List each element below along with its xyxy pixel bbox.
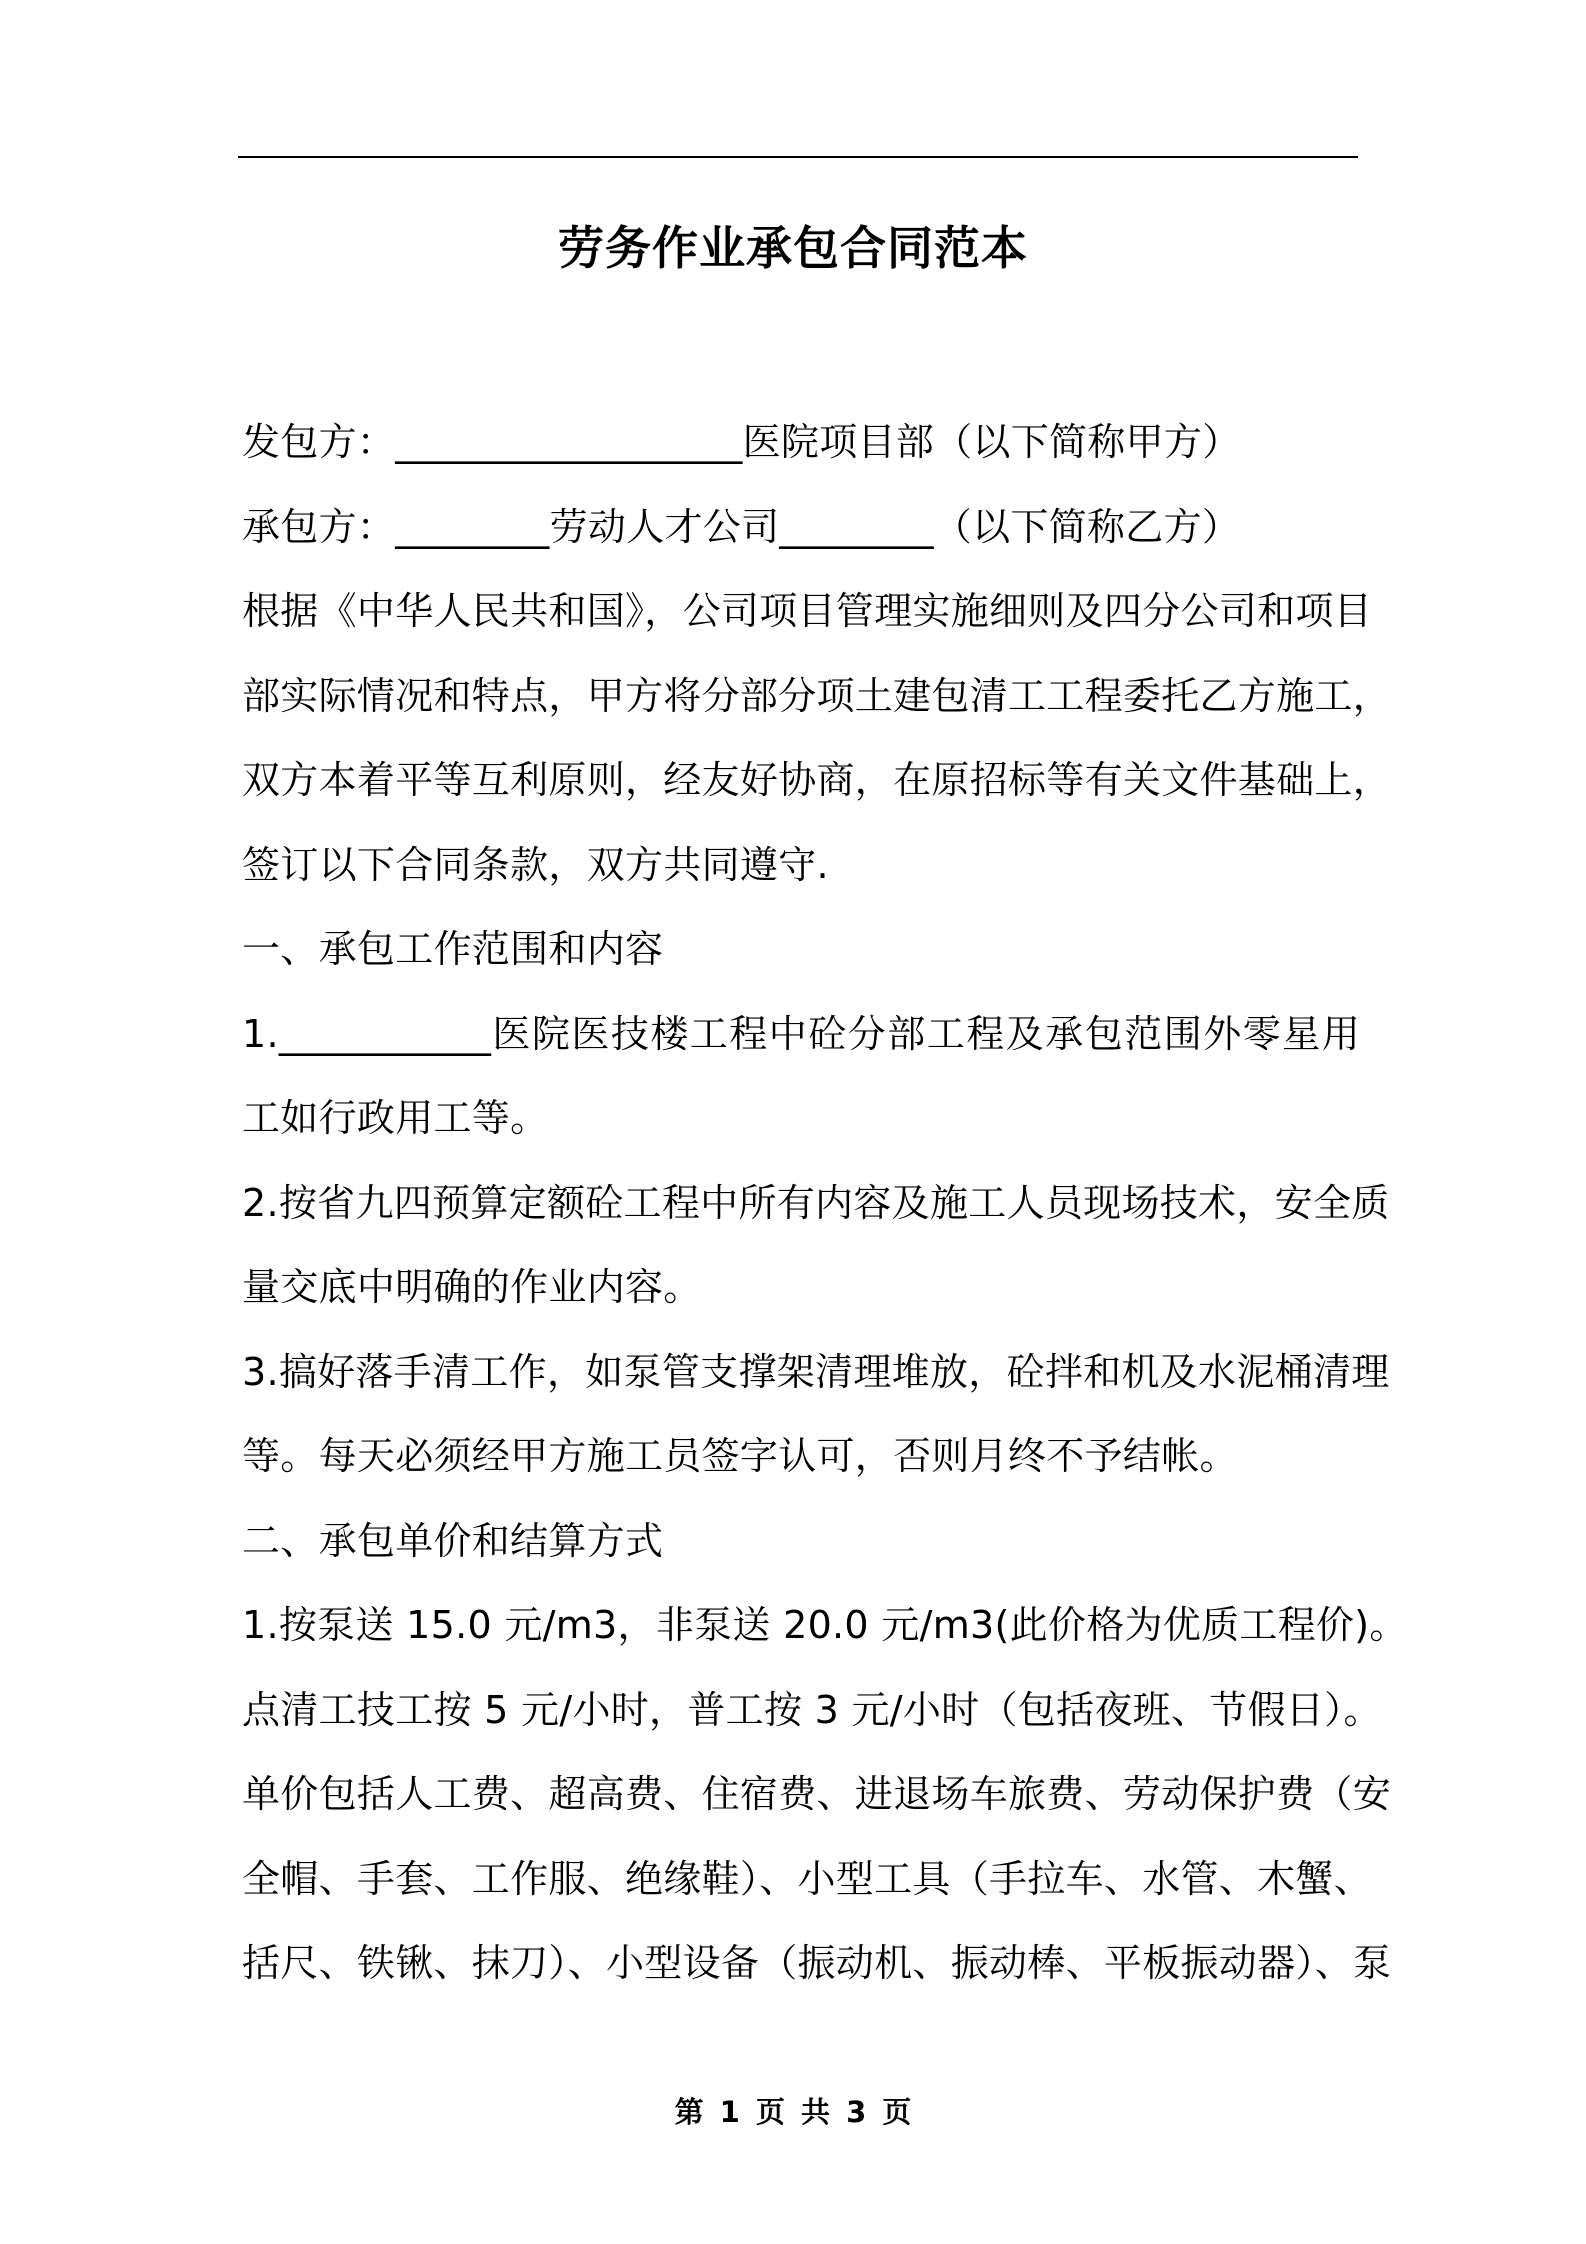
clause-2-1-line-3: 单价包括人工费、超高费、住宿费、进退场车旅费、劳动保护费（安 bbox=[242, 1772, 1392, 1816]
clause-1-2-line-1: 2.按省九四预算定额砼工程中所有内容及施工人员现场技术，安全质 bbox=[242, 1180, 1390, 1225]
preamble-line-4: 签订以下合同条款，双方共同遵守. bbox=[242, 842, 829, 887]
party-b-line: 承包方：________劳动人才公司________（以下简称乙方） bbox=[242, 504, 1241, 549]
clause-2-1-line-5: 括尺、铁锹、抹刀）、小型设备（振动机、振动棒、平板振动器）、泵 bbox=[242, 1941, 1392, 1985]
document-body bbox=[242, 400, 1408, 2006]
clause-1-1-line-2: 工如行政用工等。 bbox=[242, 1096, 549, 1140]
clause-1-1-line-1: 1.___________医院医技楼工程中砼分部工程及承包范围外零星用 bbox=[242, 1011, 1360, 1056]
preamble-line-3: 双方本着平等互利原则，经友好协商，在原招标等有关文件基础上， bbox=[242, 758, 1392, 802]
preamble-line-2: 部实际情况和特点，甲方将分部分项土建包清工工程委托乙方施工， bbox=[242, 673, 1392, 718]
party-a-line: 发包方：__________________医院项目部（以下简称甲方） bbox=[242, 420, 1241, 464]
clause-2-1-line-2: 点清工技工按 5 元/小时，普工按 3 元/小时（包括夜班、节假日）。 bbox=[242, 1687, 1382, 1732]
section-heading-1: 一、承包工作范围和内容 bbox=[242, 927, 664, 971]
clause-1-2-line-2: 量交底中明确的作业内容。 bbox=[242, 1265, 702, 1309]
document-title: 劳务作业承包合同范本 bbox=[558, 221, 1028, 275]
preamble-line-1: 根据《中华人民共和国》，公司项目管理实施细则及四分公司和项目 bbox=[242, 589, 1373, 633]
section-heading-2: 二、承包单价和结算方式 bbox=[242, 1518, 664, 1563]
clause-2-1-line-4: 全帽、手套、工作服、绝缘鞋）、小型工具（手拉车、水管、木蟹、 bbox=[242, 1856, 1373, 1901]
clause-1-3-line-2: 等。每天必须经甲方施工员签字认可，否则月终不予结帐。 bbox=[242, 1434, 1238, 1478]
clause-1-3-line-1: 3.搞好落手清工作，如泵管支撑架清理堆放，砼拌和机及水泥桶清理 bbox=[242, 1349, 1390, 1394]
clause-2-1-line-1: 1.按泵送 15.0 元/m3，非泵送 20.0 元/m3(此价格为优质工程价)。 bbox=[242, 1603, 1408, 1647]
page-indicator: 第 1 页 共 3 页 bbox=[674, 2095, 912, 2129]
header-rule bbox=[238, 156, 1358, 158]
